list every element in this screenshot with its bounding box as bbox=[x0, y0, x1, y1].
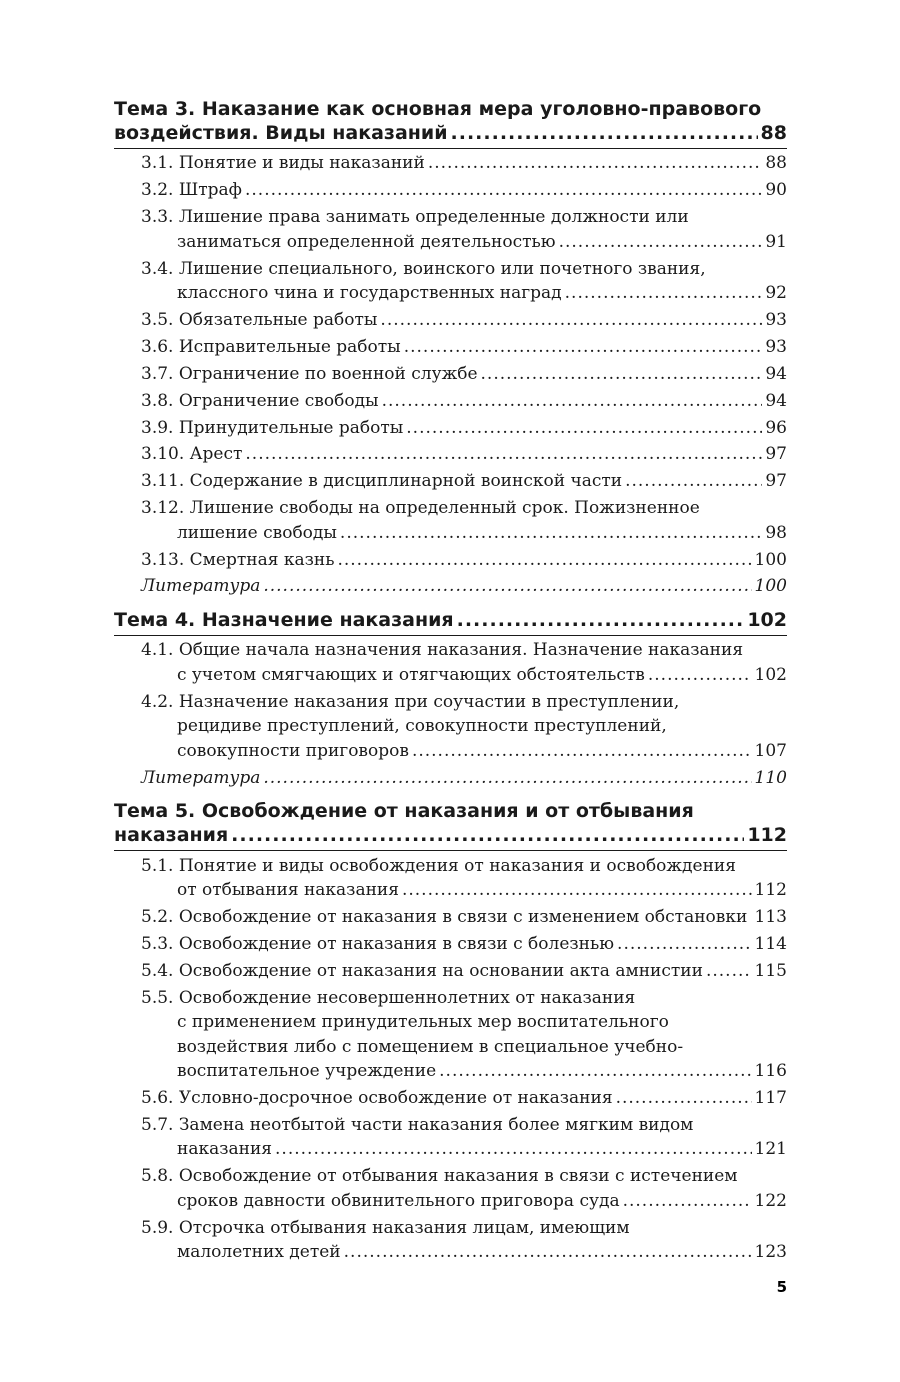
toc-topic bbox=[114, 799, 787, 1265]
dot-leader bbox=[565, 281, 763, 306]
dot-leader bbox=[231, 823, 744, 847]
dot-leader bbox=[451, 121, 758, 145]
toc-entry bbox=[114, 205, 787, 254]
dot-leader bbox=[481, 362, 763, 387]
topic-heading bbox=[114, 799, 787, 851]
dot-leader bbox=[439, 1059, 751, 1084]
toc-line-text: воздействия. Виды наказаний bbox=[114, 122, 448, 144]
toc-line bbox=[114, 823, 787, 847]
dot-leader bbox=[457, 608, 745, 632]
toc-entry bbox=[114, 1086, 787, 1111]
toc-line bbox=[141, 739, 787, 764]
toc-line bbox=[114, 608, 787, 632]
toc-line-text: 3.13. Смертная казнь bbox=[141, 549, 335, 570]
toc-line bbox=[141, 362, 787, 387]
toc-page-number: 114 bbox=[754, 933, 787, 954]
toc-page-number: 115 bbox=[754, 960, 787, 981]
toc-entry bbox=[114, 932, 787, 957]
toc-page-number: 102 bbox=[747, 608, 787, 631]
dot-leader bbox=[750, 905, 751, 930]
toc-page-number: 91 bbox=[765, 231, 787, 252]
toc-line: Тема 5. Освобождение от наказания и от отбывания bbox=[114, 800, 694, 823]
toc-line bbox=[141, 932, 787, 957]
toc-line bbox=[141, 469, 787, 494]
toc-line bbox=[141, 663, 787, 688]
topic-heading bbox=[114, 97, 787, 149]
toc-page-number: 107 bbox=[754, 740, 787, 761]
toc-page-number: 93 bbox=[765, 336, 787, 357]
toc-line-text: малолетних детей bbox=[177, 1242, 341, 1263]
toc-line-text: лишение свободы bbox=[177, 522, 337, 543]
toc-line-text: с учетом смягчающих и отягчающих обстоятельств bbox=[177, 664, 645, 685]
dot-leader bbox=[559, 230, 763, 255]
toc-line-text: 3.11. Содержание в дисциплинарной воинской части bbox=[141, 471, 623, 492]
toc-line: воздействия либо с помещением в специальное учебно- bbox=[177, 1036, 684, 1057]
toc-line bbox=[141, 521, 787, 546]
dot-leader bbox=[263, 574, 751, 599]
toc-line bbox=[141, 959, 787, 984]
table-of-contents bbox=[114, 97, 787, 1265]
toc-line-text: воспитательное учреждение bbox=[177, 1061, 437, 1082]
toc-entry bbox=[114, 959, 787, 984]
toc-line-text: 3.10. Арест bbox=[141, 444, 243, 465]
toc-line-text: 5.4. Освобождение от наказания на основании акта амнистии bbox=[141, 960, 703, 981]
toc-entry bbox=[114, 905, 787, 930]
toc-entry bbox=[114, 638, 787, 687]
toc-topic bbox=[114, 97, 787, 599]
toc-entry bbox=[114, 257, 787, 306]
toc-line-text: наказания bbox=[177, 1139, 273, 1160]
toc-line: 5.5. Освобождение несовершеннолетних от наказания bbox=[141, 987, 636, 1008]
toc-line: 5.7. Замена неотбытой части наказания более мягким видом bbox=[141, 1114, 694, 1135]
dot-leader bbox=[245, 442, 762, 467]
dot-leader bbox=[625, 469, 762, 494]
dot-leader bbox=[412, 739, 752, 764]
dot-leader bbox=[382, 389, 763, 414]
toc-line: 3.4. Лишение специального, воинского или почетного звания, bbox=[141, 258, 706, 279]
toc-page-number: 94 bbox=[765, 390, 787, 411]
dot-leader bbox=[340, 521, 762, 546]
toc-page-number: 112 bbox=[747, 824, 787, 847]
toc-line-text: 3.2. Штраф bbox=[141, 180, 242, 201]
toc-line bbox=[141, 1189, 787, 1214]
toc-line-text: 3.1. Понятие и виды наказаний bbox=[141, 153, 425, 174]
dot-leader bbox=[706, 959, 752, 984]
dot-leader bbox=[380, 308, 762, 333]
page-number: 5 bbox=[776, 1278, 787, 1296]
toc-page-number: 100 bbox=[754, 549, 787, 570]
topic-heading bbox=[114, 608, 787, 636]
toc-line-text: 5.6. Условно-досрочное освобождение от наказания bbox=[141, 1087, 613, 1108]
toc-page-number: 112 bbox=[754, 880, 787, 901]
toc-line-text: заниматься определенной деятельностью bbox=[177, 231, 556, 252]
toc-page-number: 121 bbox=[754, 1139, 787, 1160]
toc-line-text: 3.9. Принудительные работы bbox=[141, 417, 404, 438]
toc-line-text: совокупности приговоров bbox=[177, 740, 409, 761]
toc-page-number: 100 bbox=[754, 576, 787, 597]
dot-leader bbox=[617, 932, 752, 957]
toc-line-text: Литература bbox=[141, 576, 261, 597]
toc-page-number: 102 bbox=[754, 664, 787, 685]
toc-line: 4.1. Общие начала назначения наказания. Назначение наказания bbox=[141, 640, 744, 661]
toc-line: 5.1. Понятие и виды освобождения от наказания и освобождения bbox=[141, 855, 736, 876]
toc-page-number: 88 bbox=[765, 153, 787, 174]
toc-entry bbox=[114, 1164, 787, 1213]
toc-line bbox=[141, 178, 787, 203]
toc-entry bbox=[114, 442, 787, 467]
literature-entry bbox=[114, 574, 787, 599]
toc-page-number: 93 bbox=[765, 309, 787, 330]
literature-entry bbox=[114, 766, 787, 791]
toc-entry bbox=[114, 854, 787, 903]
dot-leader bbox=[337, 548, 751, 573]
toc-entry bbox=[114, 1216, 787, 1265]
toc-line: 4.2. Назначение наказания при соучастии в преступлении, bbox=[141, 691, 680, 712]
toc-entry bbox=[114, 308, 787, 333]
toc-page-number: 110 bbox=[754, 767, 787, 788]
toc-line bbox=[141, 230, 787, 255]
toc-line: с применением принудительных мер воспитательного bbox=[177, 1012, 669, 1033]
toc-line: 5.9. Отсрочка отбывания наказания лицам, имеющим bbox=[141, 1217, 630, 1238]
toc-page-number: 90 bbox=[765, 180, 787, 201]
toc-entry bbox=[114, 496, 787, 545]
toc-line-text: наказания bbox=[114, 824, 229, 847]
toc-line: 5.8. Освобождение от отбывания наказания в связи с истечением bbox=[141, 1166, 738, 1187]
dot-leader bbox=[263, 766, 751, 791]
toc-line: Тема 3. Наказание как основная мера уголовно-правового bbox=[114, 98, 762, 120]
dot-leader bbox=[402, 878, 752, 903]
toc-line bbox=[141, 574, 787, 599]
dot-leader bbox=[428, 151, 763, 176]
toc-entry bbox=[114, 469, 787, 494]
toc-line-text: 5.3. Освобождение от наказания в связи с болезнью bbox=[141, 933, 615, 954]
dot-leader bbox=[623, 1189, 752, 1214]
toc-line-text: 3.8. Ограничение свободы bbox=[141, 390, 379, 411]
toc-page-number: 98 bbox=[765, 522, 787, 543]
toc-line bbox=[141, 308, 787, 333]
dot-leader bbox=[245, 178, 762, 203]
toc-line-text: 3.5. Обязательные работы bbox=[141, 309, 378, 330]
toc-line bbox=[141, 389, 787, 414]
toc-page-number: 97 bbox=[765, 471, 787, 492]
toc-line-text: 3.7. Ограничение по военной службе bbox=[141, 363, 478, 384]
dot-leader bbox=[648, 663, 752, 688]
dot-leader bbox=[404, 335, 763, 360]
toc-entry bbox=[114, 335, 787, 360]
toc-entry bbox=[114, 178, 787, 203]
toc-line bbox=[141, 416, 787, 441]
toc-entry bbox=[114, 151, 787, 176]
toc-line bbox=[141, 905, 787, 930]
toc-line-text: от отбывания наказания bbox=[177, 880, 399, 901]
toc-page-number: 117 bbox=[754, 1087, 787, 1108]
dot-leader bbox=[406, 416, 762, 441]
dot-leader bbox=[344, 1240, 752, 1265]
toc-page-number: 97 bbox=[765, 444, 787, 465]
toc-entry bbox=[114, 690, 787, 764]
toc-topic bbox=[114, 608, 787, 790]
dot-leader bbox=[616, 1086, 752, 1111]
toc-line bbox=[141, 878, 787, 903]
toc-line bbox=[141, 335, 787, 360]
toc-page-number: 94 bbox=[765, 363, 787, 384]
toc-page-number: 122 bbox=[754, 1190, 787, 1211]
toc-line: рецидиве преступлений, совокупности преступлений, bbox=[177, 716, 667, 737]
toc-page-number: 96 bbox=[765, 417, 787, 438]
toc-line bbox=[141, 442, 787, 467]
toc-entry bbox=[114, 362, 787, 387]
toc-entry bbox=[114, 548, 787, 573]
toc-line bbox=[141, 766, 787, 791]
toc-page-number: 116 bbox=[754, 1061, 787, 1082]
toc-page-number: 123 bbox=[754, 1242, 787, 1263]
toc-line: 3.12. Лишение свободы на определенный срок. Пожизненное bbox=[141, 498, 700, 519]
dot-leader bbox=[275, 1137, 752, 1162]
toc-page-number: 88 bbox=[760, 122, 787, 144]
toc-entry bbox=[114, 416, 787, 441]
toc-line bbox=[114, 121, 787, 145]
toc-line-text: Литература bbox=[141, 767, 261, 788]
toc-line-text: 5.2. Освобождение от наказания в связи с изменением обстановки bbox=[141, 906, 748, 927]
toc-page-number: 113 bbox=[754, 906, 787, 927]
toc-page-number: 92 bbox=[765, 283, 787, 304]
toc-line: 3.3. Лишение права занимать определенные должности или bbox=[141, 207, 689, 228]
toc-line-text: Тема 4. Назначение наказания bbox=[114, 608, 454, 631]
toc-line-text: 3.6. Исправительные работы bbox=[141, 336, 401, 357]
toc-line bbox=[141, 151, 787, 176]
toc-entry bbox=[114, 389, 787, 414]
toc-entry bbox=[114, 986, 787, 1084]
toc-line bbox=[141, 1086, 787, 1111]
toc-line bbox=[141, 548, 787, 573]
toc-line bbox=[141, 1059, 787, 1084]
toc-line-text: классного чина и государственных наград bbox=[177, 283, 562, 304]
toc-line bbox=[141, 1240, 787, 1265]
toc-line bbox=[141, 281, 787, 306]
toc-line-text: сроков давности обвинительного приговора суда bbox=[177, 1190, 620, 1211]
toc-line bbox=[141, 1137, 787, 1162]
toc-entry bbox=[114, 1113, 787, 1162]
